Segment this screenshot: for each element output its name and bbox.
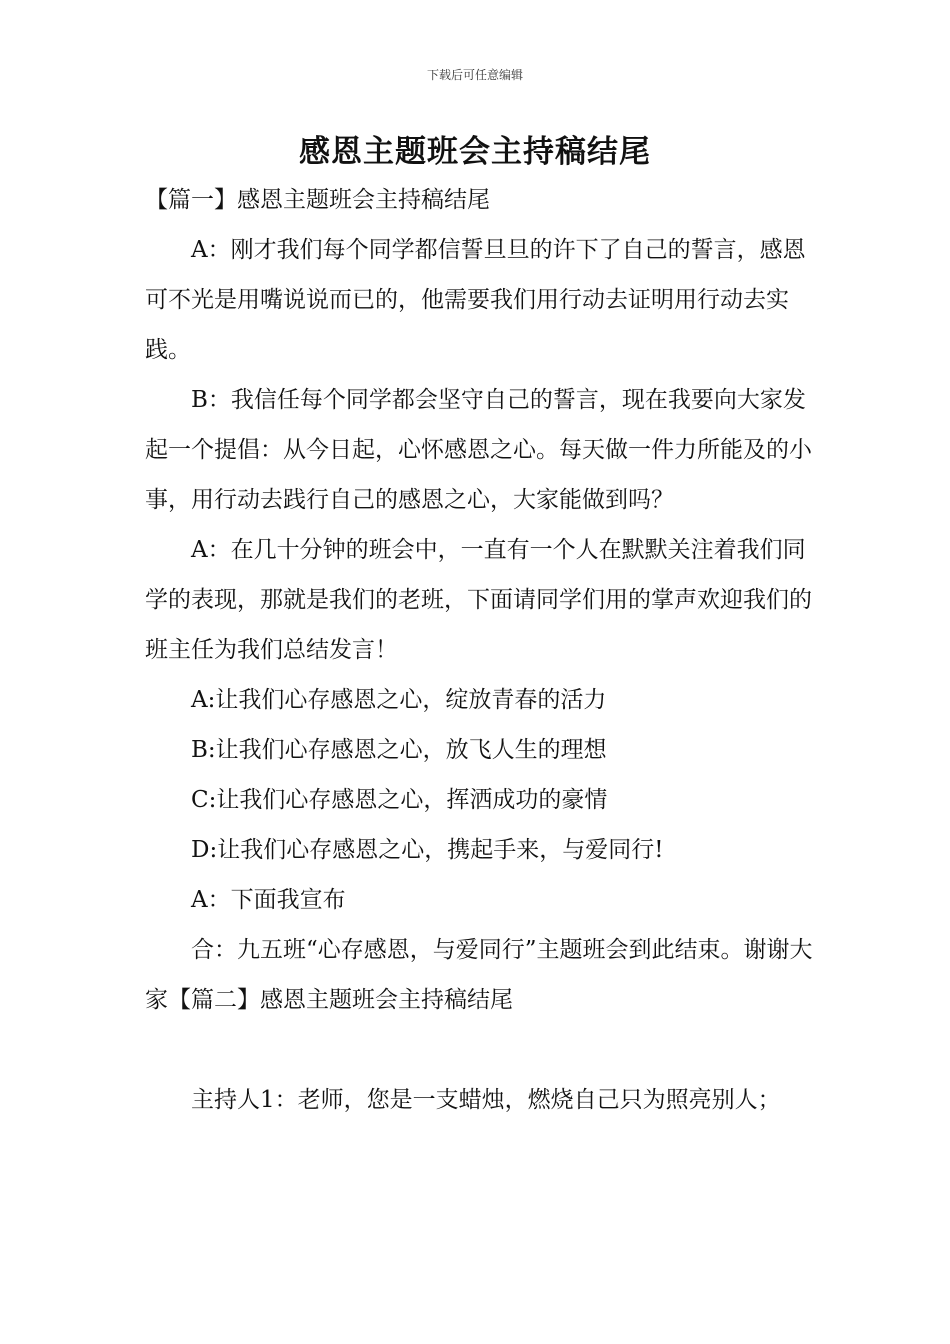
paragraph: A:让我们心存感恩之心，绽放青春的活力 [191, 687, 607, 713]
document-body [145, 175, 815, 1125]
document-title: 感恩主题班会主持稿结尾 [299, 134, 651, 170]
blank-line [145, 1025, 815, 1075]
header-note: 下载后可任意编辑 [426, 68, 523, 82]
host-line: 主持人1：老师，您是一支蜡烛，燃烧自己只为照亮别人； [191, 1087, 781, 1113]
paragraph: C:让我们心存感恩之心，挥洒成功的豪情 [191, 787, 608, 813]
paragraph: B：我信任每个同学都会坚守自己的誓言，现在我要向大家发起一个提倡：从今日起，心怀感恩之心。每天做一件力所能及的小事，用行动去践行自己的感恩之心，大家能做到吗？ [145, 387, 812, 513]
paragraph: 合：九五班“心存感恩，与爱同行”主题班会到此结束。谢谢大家【篇二】感恩主题班会主持稿结尾 [145, 937, 813, 1013]
paragraph: B:让我们心存感恩之心，放飞人生的理想 [191, 737, 607, 763]
paragraph: A：在几十分钟的班会中，一直有一个人在默默关注着我们同学的表现，那就是我们的老班，下面请同学们用的掌声欢迎我们的班主任为我们总结发言！ [145, 537, 812, 663]
paragraph: A：下面我宣布 [191, 887, 346, 913]
section-heading: 【篇一】感恩主题班会主持稿结尾 [145, 187, 490, 213]
paragraph: D:让我们心存感恩之心，携起手来，与爱同行! [191, 837, 664, 863]
paragraph: A：刚才我们每个同学都信誓旦旦的许下了自己的誓言，感恩可不光是用嘴说说而已的，他需要我们用行动去证明用行动去实践。 [145, 237, 806, 363]
